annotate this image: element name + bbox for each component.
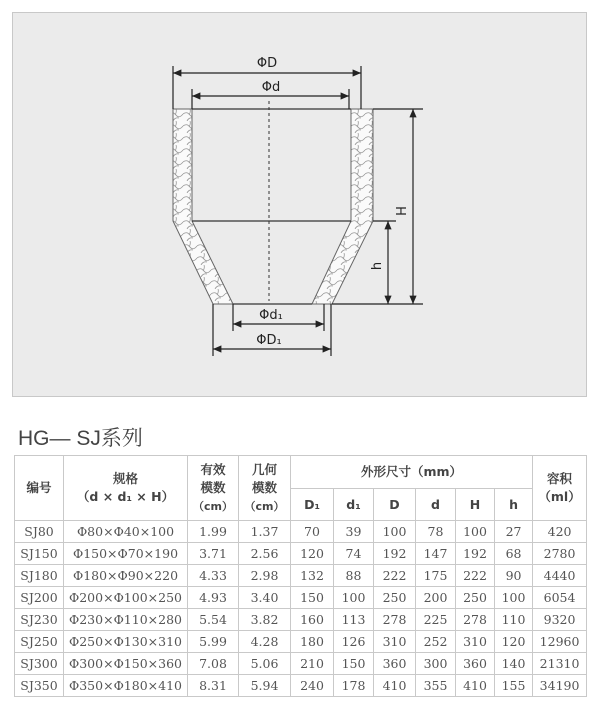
table-cell: SJ200: [15, 587, 64, 609]
table-cell: Φ230×Φ110×280: [64, 609, 188, 631]
table-cell: 420: [533, 521, 587, 543]
table-cell: 222: [456, 565, 495, 587]
table-cell: 155: [495, 675, 533, 697]
table-cell: 100: [334, 587, 374, 609]
table-cell: SJ300: [15, 653, 64, 675]
table-cell: 310: [456, 631, 495, 653]
header-code: 编号: [15, 456, 64, 521]
table-cell: 2780: [533, 543, 587, 565]
table-cell: 4440: [533, 565, 587, 587]
table-cell: 147: [416, 543, 456, 565]
table-cell: 192: [374, 543, 416, 565]
table-cell: Φ80×Φ40×100: [64, 521, 188, 543]
table-cell: 88: [334, 565, 374, 587]
table-cell: 1.99: [188, 521, 239, 543]
table-cell: SJ150: [15, 543, 64, 565]
header-spec: 规格 （d × d₁ × H）: [64, 456, 188, 521]
table-row: [15, 543, 587, 565]
table-cell: 160: [291, 609, 334, 631]
table-cell: 39: [334, 521, 374, 543]
table-cell: 27: [495, 521, 533, 543]
spec-table: [14, 455, 587, 697]
table-row: [15, 565, 587, 587]
label-H: H: [395, 206, 410, 216]
header-D1: D₁: [291, 489, 334, 521]
table-cell: Φ300×Φ150×360: [64, 653, 188, 675]
table-cell: Φ250×Φ130×310: [64, 631, 188, 653]
table-cell: 150: [334, 653, 374, 675]
table-cell: 9320: [533, 609, 587, 631]
table-cell: 360: [374, 653, 416, 675]
table-cell: SJ350: [15, 675, 64, 697]
table-cell: 132: [291, 565, 334, 587]
table-cell: 68: [495, 543, 533, 565]
header-dimensions: 外形尺寸（mm）: [291, 456, 533, 489]
table-cell: 355: [416, 675, 456, 697]
table-cell: 3.40: [239, 587, 291, 609]
table-cell: 5.94: [239, 675, 291, 697]
table-cell: 5.54: [188, 609, 239, 631]
table-cell: 300: [416, 653, 456, 675]
left-wall: [173, 109, 233, 304]
table-cell: 150: [291, 587, 334, 609]
table-cell: 4.33: [188, 565, 239, 587]
table-cell: 175: [416, 565, 456, 587]
table-cell: 178: [334, 675, 374, 697]
table-cell: 78: [416, 521, 456, 543]
table-cell: 192: [456, 543, 495, 565]
table-cell: 8.31: [188, 675, 239, 697]
table-cell: Φ150×Φ70×190: [64, 543, 188, 565]
header-d: d: [416, 489, 456, 521]
table-cell: 3.82: [239, 609, 291, 631]
table-cell: 34190: [533, 675, 587, 697]
table-cell: 410: [456, 675, 495, 697]
table-cell: 360: [456, 653, 495, 675]
table-cell: 113: [334, 609, 374, 631]
table-row: [15, 675, 587, 697]
header-volume: 容积 （ml）: [533, 456, 587, 521]
table-cell: 1.37: [239, 521, 291, 543]
table-cell: SJ250: [15, 631, 64, 653]
table-cell: Φ180×Φ90×220: [64, 565, 188, 587]
table-cell: 7.08: [188, 653, 239, 675]
table-cell: 200: [416, 587, 456, 609]
series-title: HG— SJ系列: [18, 427, 143, 450]
table-cell: 252: [416, 631, 456, 653]
table-cell: SJ230: [15, 609, 64, 631]
table-cell: 5.06: [239, 653, 291, 675]
table-cell: 180: [291, 631, 334, 653]
table-cell: 4.28: [239, 631, 291, 653]
table-row: [15, 587, 587, 609]
label-d1: Φd₁: [259, 308, 283, 323]
table-cell: Φ200×Φ100×250: [64, 587, 188, 609]
table-cell: 2.56: [239, 543, 291, 565]
table-row: [15, 521, 587, 543]
right-wall: [312, 109, 373, 304]
table-cell: 70: [291, 521, 334, 543]
table-cell: 222: [374, 565, 416, 587]
table-row: [15, 609, 587, 631]
header-effective-modulus: 有效 模数 （cm）: [188, 456, 239, 521]
table-cell: 410: [374, 675, 416, 697]
table-cell: 4.93: [188, 587, 239, 609]
header-h: h: [495, 489, 533, 521]
table-cell: SJ80: [15, 521, 64, 543]
label-D1: ΦD₁: [256, 333, 282, 348]
header-d1: d₁: [334, 489, 374, 521]
table-cell: 250: [374, 587, 416, 609]
table-cell: 278: [374, 609, 416, 631]
table-cell: 21310: [533, 653, 587, 675]
crucible-diagram: [12, 12, 587, 397]
table-cell: 5.99: [188, 631, 239, 653]
table-cell: 100: [374, 521, 416, 543]
table-cell: 90: [495, 565, 533, 587]
table-cell: 126: [334, 631, 374, 653]
table-cell: 120: [291, 543, 334, 565]
header-D: D: [374, 489, 416, 521]
table-cell: 120: [495, 631, 533, 653]
label-d: Φd: [261, 80, 281, 95]
table-row: [15, 631, 587, 653]
header-H: H: [456, 489, 495, 521]
table-cell: 6054: [533, 587, 587, 609]
table-cell: 250: [456, 587, 495, 609]
table-cell: 110: [495, 609, 533, 631]
table-cell: SJ180: [15, 565, 64, 587]
table-cell: 74: [334, 543, 374, 565]
table-cell: 225: [416, 609, 456, 631]
label-D: ΦD: [256, 56, 278, 71]
label-h: h: [370, 261, 385, 271]
table-cell: 100: [456, 521, 495, 543]
crucible-drawing: [1, 1, 600, 401]
table-cell: 12960: [533, 631, 587, 653]
table-cell: 210: [291, 653, 334, 675]
table-cell: 3.71: [188, 543, 239, 565]
header-geometric-modulus: 几何 模数 （cm）: [239, 456, 291, 521]
table-cell: Φ350×Φ180×410: [64, 675, 188, 697]
table-cell: 310: [374, 631, 416, 653]
table-row: [15, 653, 587, 675]
table-cell: 100: [495, 587, 533, 609]
table-cell: 140: [495, 653, 533, 675]
table-cell: 278: [456, 609, 495, 631]
table-cell: 2.98: [239, 565, 291, 587]
table-cell: 240: [291, 675, 334, 697]
